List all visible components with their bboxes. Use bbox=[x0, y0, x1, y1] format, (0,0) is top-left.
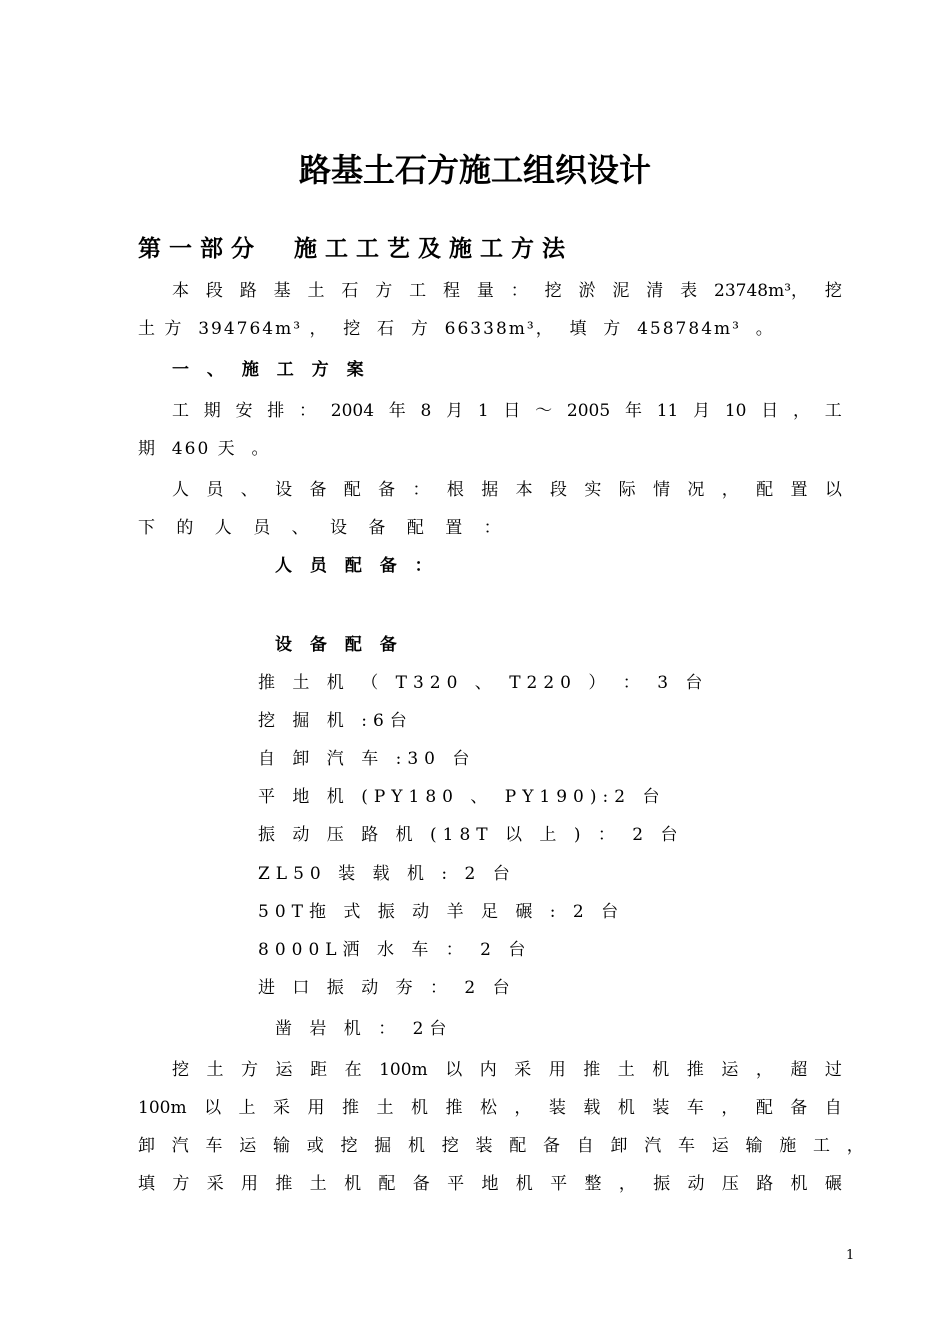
line-token: 况 bbox=[687, 480, 705, 500]
line-token: 过 bbox=[824, 1060, 842, 1080]
line-token: 泥 bbox=[612, 281, 630, 301]
line-token: 配 bbox=[378, 1174, 396, 1194]
page-number: 1 bbox=[846, 1248, 855, 1263]
line-token: 工 bbox=[824, 401, 842, 421]
line-token: 填 bbox=[138, 1174, 155, 1194]
line-token: 机 bbox=[344, 1174, 362, 1194]
line-token: 推 bbox=[445, 1098, 463, 1118]
equipment-item-sheepsfoot: 50T拖 式 振 动 羊 足 碾 : 2 台 bbox=[258, 902, 625, 922]
line-token: 100m bbox=[138, 1098, 187, 1118]
line-token: 方 bbox=[172, 1174, 190, 1194]
method-line-2 bbox=[138, 1096, 842, 1120]
line-token: 或 bbox=[306, 1136, 324, 1156]
line-token: 本 bbox=[515, 480, 533, 500]
line-token: 整 bbox=[584, 1174, 602, 1194]
quantity-line-2: 土 方 394764m³ ， 挖 石 方 66338m³， 填 方 458784m³ 。 bbox=[138, 319, 775, 339]
line-token: 车 bbox=[678, 1136, 695, 1156]
equipment-item-roller: 振 动 压 路 机 (18T 以 上 ) ： 2 台 bbox=[258, 825, 684, 845]
line-token: 日 bbox=[503, 401, 521, 421]
part-heading: 第一部分 施工工艺及施工方法 bbox=[138, 236, 574, 262]
line-token: 际 bbox=[618, 480, 636, 500]
line-token: 11 bbox=[656, 401, 679, 421]
line-token: 松 bbox=[479, 1098, 497, 1118]
line-token: 2005 bbox=[566, 401, 611, 421]
quantity-line-1 bbox=[172, 279, 842, 303]
line-token: 碾 bbox=[824, 1174, 842, 1194]
line-token: 推 bbox=[342, 1098, 359, 1118]
line-token: 在 bbox=[344, 1060, 362, 1080]
line-token: 备 bbox=[543, 1136, 560, 1156]
line-token: 载 bbox=[583, 1098, 601, 1118]
line-token: 配 bbox=[343, 480, 361, 500]
line-token: ， bbox=[514, 1098, 532, 1118]
document-title: 路基土石方施工组织设计 bbox=[298, 151, 651, 189]
line-token: 清 bbox=[646, 281, 664, 301]
line-token: 运 bbox=[275, 1060, 293, 1080]
equipment-item-rock-drill: 凿 岩 机 ： 2台 bbox=[275, 1019, 453, 1039]
method-line-1 bbox=[172, 1058, 842, 1082]
line-token: 挖 bbox=[441, 1136, 459, 1156]
line-token: 配 bbox=[755, 1098, 773, 1118]
line-token: 量 bbox=[476, 281, 494, 301]
line-token: 推 bbox=[275, 1174, 293, 1194]
line-token: 土 bbox=[307, 281, 325, 301]
line-token: 2004 bbox=[330, 401, 375, 421]
equipment-item-dump-truck: 自 卸 汽 车 :30 台 bbox=[258, 749, 476, 769]
line-token: 以 bbox=[824, 480, 842, 500]
line-token: 据 bbox=[481, 480, 499, 500]
line-token: 汽 bbox=[644, 1136, 662, 1156]
line-token: 挖 bbox=[172, 1060, 189, 1080]
line-token: ， bbox=[846, 1136, 864, 1156]
line-token: 段 bbox=[549, 480, 567, 500]
line-token: 车 bbox=[205, 1136, 223, 1156]
line-token: 备 bbox=[790, 1098, 808, 1118]
method-line-3 bbox=[138, 1134, 864, 1158]
line-token: 8 bbox=[420, 401, 432, 421]
line-token: 上 bbox=[238, 1098, 256, 1118]
line-token: 卸 bbox=[610, 1136, 628, 1156]
line-token: 月 bbox=[693, 401, 711, 421]
line-token: 10 bbox=[724, 401, 747, 421]
line-token: 汽 bbox=[171, 1136, 189, 1156]
line-token: 掘 bbox=[374, 1136, 392, 1156]
line-token: 卸 bbox=[138, 1136, 155, 1156]
line-token: 机 bbox=[515, 1174, 533, 1194]
line-token: 期 bbox=[203, 401, 221, 421]
line-token: 用 bbox=[548, 1060, 566, 1080]
line-token: 推 bbox=[686, 1060, 704, 1080]
line-token: 动 bbox=[687, 1174, 705, 1194]
line-token: 机 bbox=[408, 1136, 425, 1156]
line-token: ～ bbox=[535, 401, 553, 421]
line-token: 月 bbox=[446, 401, 464, 421]
line-token: 用 bbox=[307, 1098, 325, 1118]
line-token: ： bbox=[412, 480, 430, 500]
line-token: 以 bbox=[204, 1098, 222, 1118]
equipment-item-rammer: 进 口 振 动 夯 ： 2 台 bbox=[258, 978, 516, 998]
line-token: ： bbox=[299, 401, 316, 421]
line-token: 工 bbox=[409, 281, 427, 301]
line-token: 自 bbox=[576, 1136, 594, 1156]
line-token: 路 bbox=[239, 281, 257, 301]
line-token: 输 bbox=[745, 1136, 763, 1156]
line-token: 平 bbox=[447, 1174, 465, 1194]
line-token: 运 bbox=[239, 1136, 257, 1156]
line-token: 备 bbox=[378, 480, 396, 500]
line-token: 推 bbox=[583, 1060, 601, 1080]
line-token: 安 bbox=[235, 401, 253, 421]
staffing-line-2: 下 的 人 员 、 设 备 配 置 ： bbox=[138, 518, 509, 538]
line-token: 配 bbox=[756, 480, 774, 500]
equipment-item-water-truck: 8000L洒 水 车 ： 2 台 bbox=[258, 940, 532, 960]
line-token: 振 bbox=[653, 1174, 671, 1194]
line-token: 路 bbox=[756, 1174, 774, 1194]
line-token: 距 bbox=[310, 1060, 328, 1080]
line-token: 运 bbox=[721, 1060, 739, 1080]
line-token: 淤 bbox=[578, 281, 596, 301]
line-token: 方 bbox=[375, 281, 393, 301]
line-token: 土 bbox=[309, 1174, 327, 1194]
schedule-line-1 bbox=[172, 399, 842, 423]
line-token: 采 bbox=[273, 1098, 291, 1118]
line-token: 23748m³， bbox=[714, 281, 809, 301]
line-token: 本 bbox=[172, 281, 189, 301]
line-token: 土 bbox=[206, 1060, 224, 1080]
equipment-item-bulldozer: 推 土 机 （ T320 、 T220 ） ： 3 台 bbox=[258, 673, 709, 693]
method-line-4 bbox=[138, 1172, 842, 1196]
line-token: 情 bbox=[653, 480, 671, 500]
line-token: 基 bbox=[273, 281, 291, 301]
line-token: 机 bbox=[652, 1060, 670, 1080]
line-token: 工 bbox=[172, 401, 189, 421]
line-token: ， bbox=[618, 1174, 636, 1194]
line-token: ， bbox=[721, 1098, 739, 1118]
line-token: 采 bbox=[514, 1060, 532, 1080]
line-token: 装 bbox=[475, 1136, 493, 1156]
equipment-item-loader: ZL50 装 载 机 : 2 台 bbox=[258, 864, 516, 884]
line-token: 压 bbox=[721, 1174, 739, 1194]
line-token: 排 bbox=[267, 401, 285, 421]
line-token: 内 bbox=[479, 1060, 497, 1080]
line-token: 运 bbox=[711, 1136, 729, 1156]
line-token: 年 bbox=[624, 401, 642, 421]
line-token: 设 bbox=[275, 480, 293, 500]
line-token: 年 bbox=[388, 401, 406, 421]
line-token: 100m bbox=[379, 1060, 428, 1080]
line-token: 程 bbox=[443, 281, 460, 301]
line-token: 日 bbox=[761, 401, 779, 421]
line-token: 备 bbox=[309, 480, 327, 500]
line-token: 装 bbox=[652, 1098, 670, 1118]
equipment-heading: 设 备 配 备 bbox=[275, 635, 403, 655]
line-token: 超 bbox=[790, 1060, 808, 1080]
line-token: 机 bbox=[790, 1174, 808, 1194]
line-token: 平 bbox=[550, 1174, 568, 1194]
line-token: ， bbox=[755, 1060, 773, 1080]
schedule-line-2: 期 460 天 。 bbox=[138, 439, 271, 459]
line-token: 置 bbox=[790, 480, 808, 500]
line-token: ： bbox=[510, 281, 528, 301]
line-token: 根 bbox=[446, 480, 464, 500]
line-token: ， bbox=[721, 480, 739, 500]
line-token: 工 bbox=[813, 1136, 830, 1156]
line-token: 段 bbox=[205, 281, 223, 301]
line-token: 采 bbox=[206, 1174, 224, 1194]
line-token: 挖 bbox=[544, 281, 562, 301]
line-token: 自 bbox=[824, 1098, 842, 1118]
section-heading-plan: 一 、 施 工 方 案 bbox=[172, 360, 370, 380]
line-token: 土 bbox=[376, 1098, 394, 1118]
staffing-line-1 bbox=[172, 478, 842, 502]
line-token: 方 bbox=[241, 1060, 259, 1080]
line-token: 输 bbox=[273, 1136, 290, 1156]
line-token: 装 bbox=[548, 1098, 566, 1118]
line-token: 员 bbox=[206, 480, 224, 500]
line-token: 地 bbox=[481, 1174, 499, 1194]
line-token: 土 bbox=[617, 1060, 635, 1080]
line-token: 挖 bbox=[340, 1136, 358, 1156]
line-token: 实 bbox=[584, 480, 602, 500]
line-token: 人 bbox=[172, 480, 189, 500]
line-token: 配 bbox=[509, 1136, 527, 1156]
line-token: 备 bbox=[412, 1174, 430, 1194]
line-token: 以 bbox=[445, 1060, 463, 1080]
line-token: 施 bbox=[779, 1136, 797, 1156]
line-token: 机 bbox=[410, 1098, 428, 1118]
personnel-heading: 人 员 配 备 ： bbox=[275, 556, 438, 576]
line-token: 石 bbox=[341, 281, 359, 301]
line-token: 1 bbox=[477, 401, 489, 421]
line-token: 用 bbox=[241, 1174, 259, 1194]
line-token: ， bbox=[792, 401, 810, 421]
line-token: 机 bbox=[617, 1098, 635, 1118]
equipment-item-grader: 平 地 机 (PY180 、 PY190):2 台 bbox=[258, 787, 666, 807]
line-token: 挖 bbox=[824, 281, 842, 301]
line-token: 表 bbox=[680, 281, 698, 301]
equipment-item-excavator: 挖 掘 机 :6台 bbox=[258, 711, 413, 731]
line-token: 、 bbox=[240, 480, 258, 500]
line-token: 车 bbox=[686, 1098, 704, 1118]
